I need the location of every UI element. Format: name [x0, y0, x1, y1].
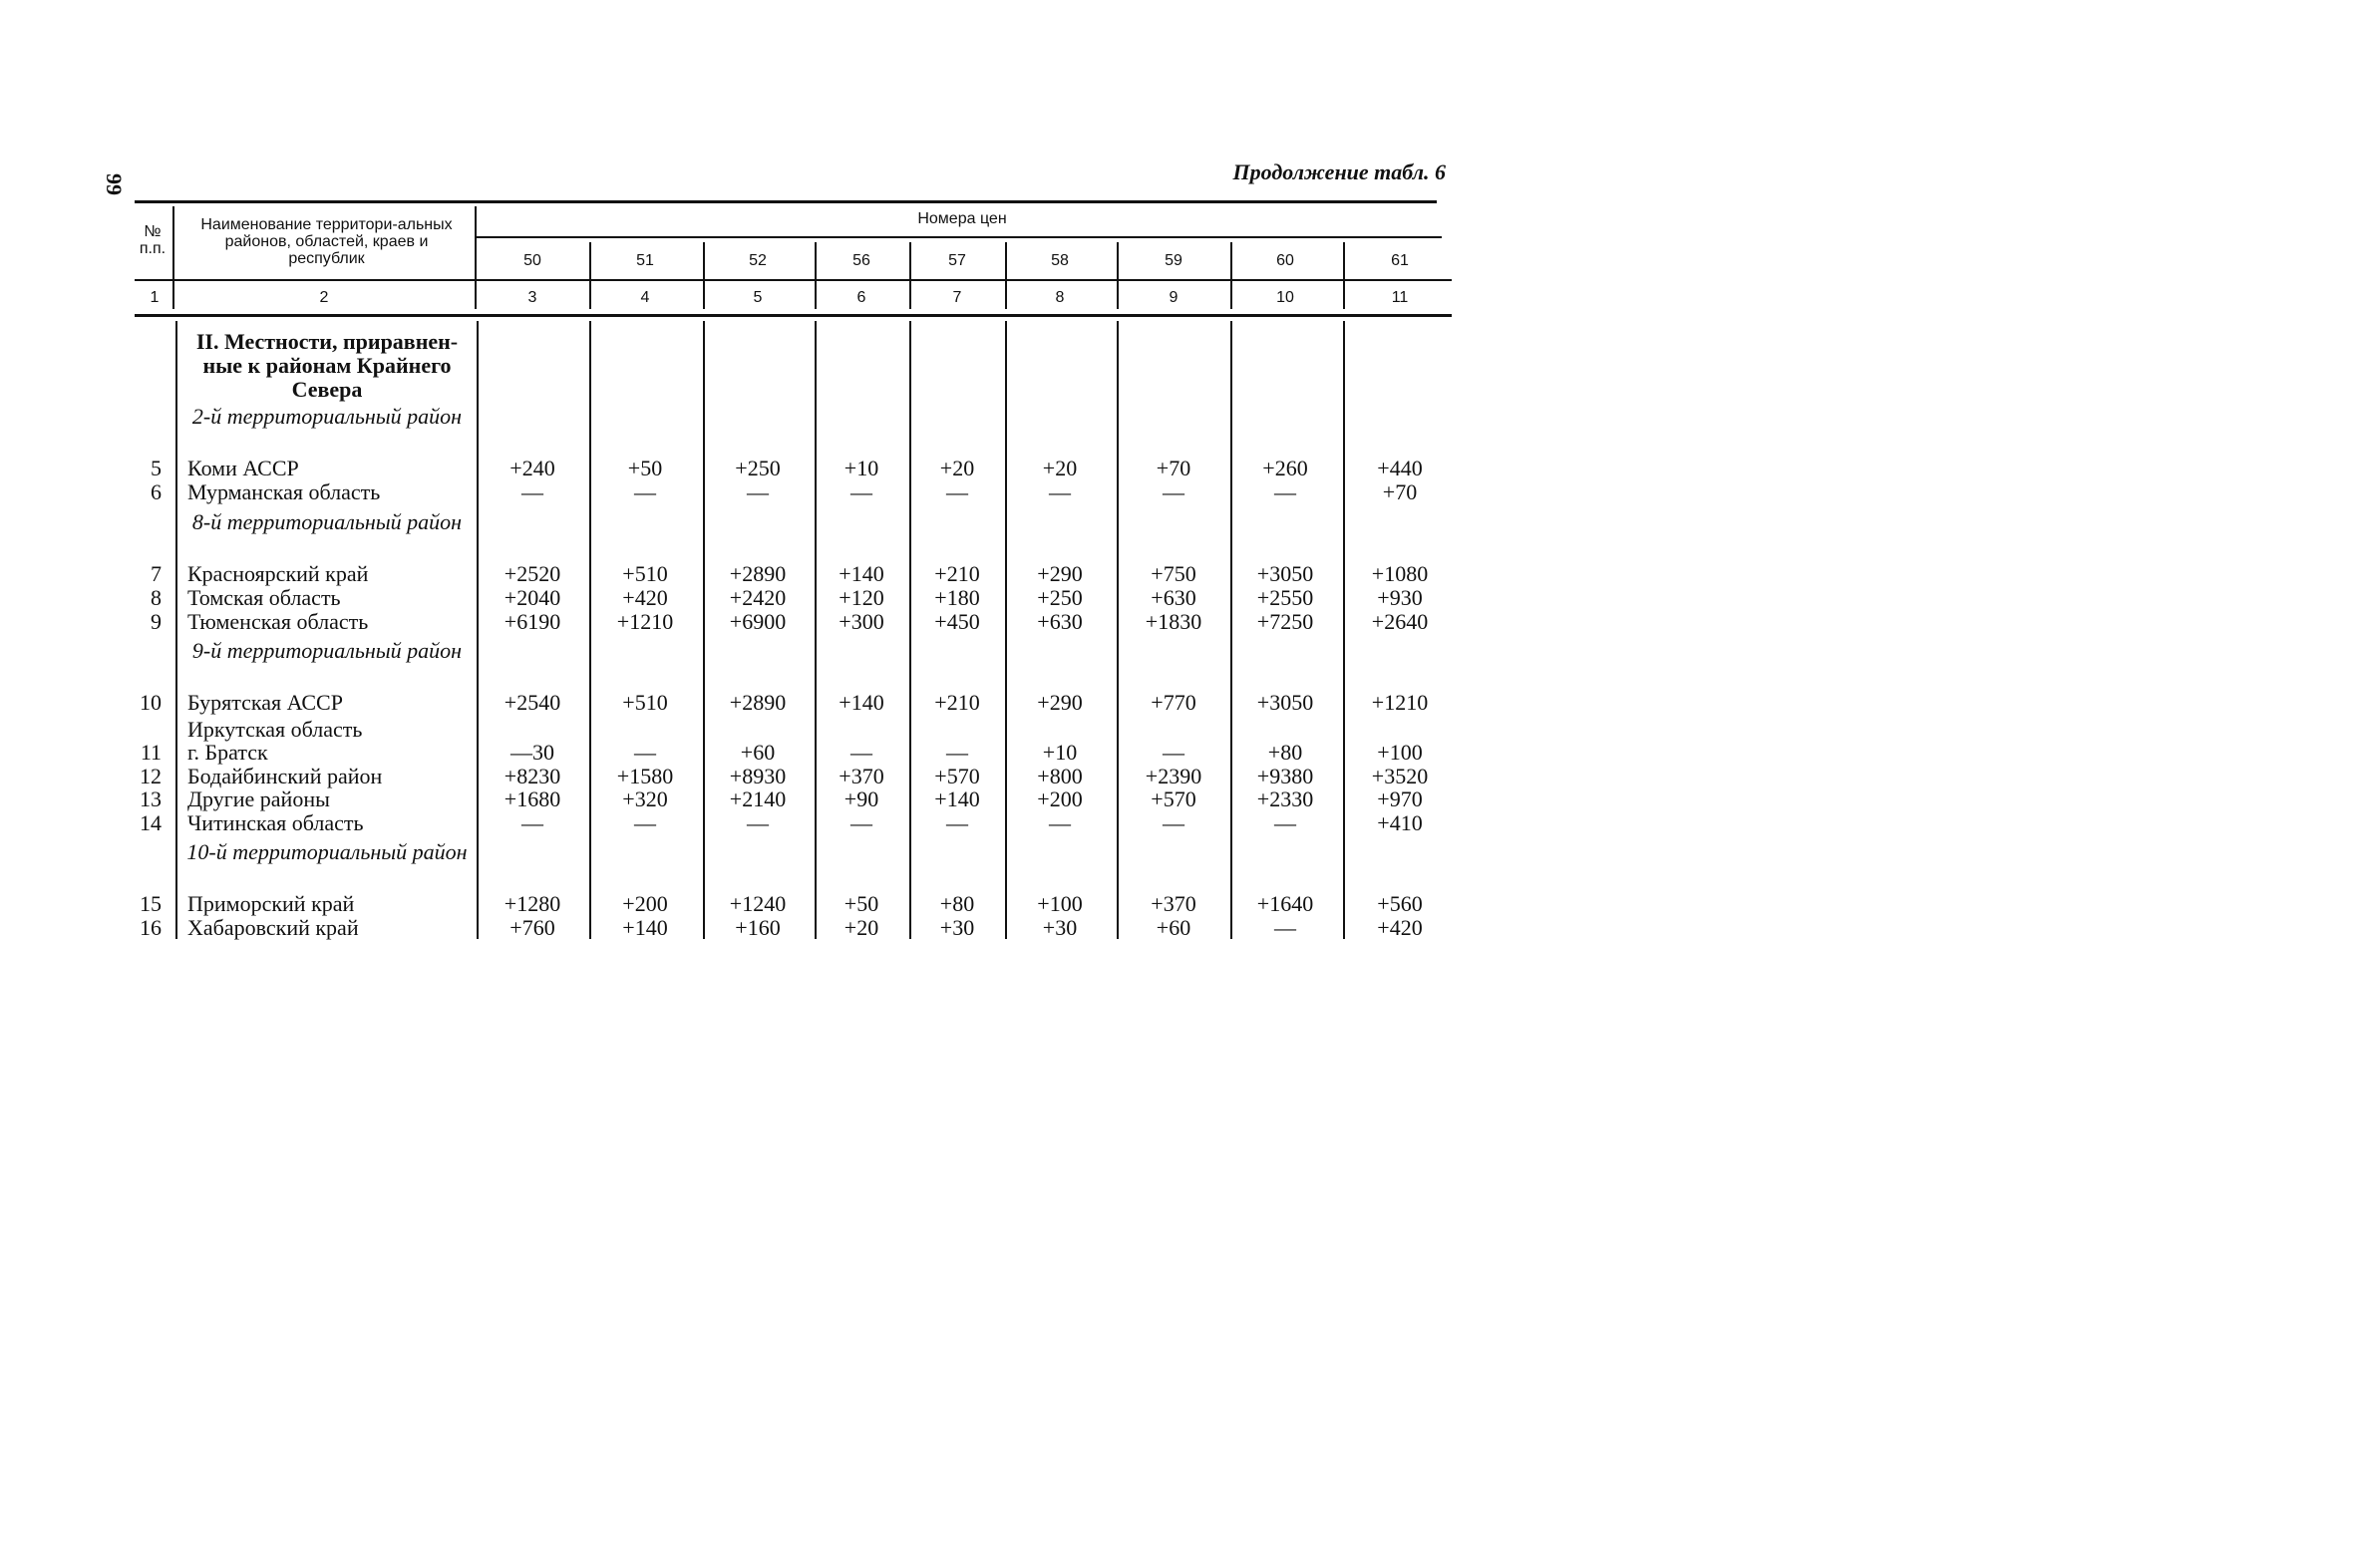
- district-subheader: 9-й территориальный район: [191, 638, 463, 663]
- price-value: +3520: [1371, 764, 1429, 788]
- row-name: Читинская область: [187, 810, 364, 835]
- price-value: —: [1049, 479, 1071, 504]
- price-value: +1210: [616, 609, 674, 634]
- row-number: 13: [140, 786, 162, 811]
- price-value: +2640: [1371, 609, 1429, 634]
- row-number: 14: [140, 810, 162, 835]
- row-name: Бурятская АССР: [187, 690, 343, 715]
- header-price-code: 57: [948, 252, 966, 269]
- price-value: +70: [1156, 456, 1191, 480]
- price-value: —: [747, 810, 769, 835]
- price-value: +9380: [1256, 764, 1314, 788]
- price-value: +250: [1037, 585, 1083, 610]
- price-value: +8930: [729, 764, 787, 788]
- price-value: +140: [839, 690, 884, 715]
- price-value: +510: [622, 561, 668, 586]
- price-value: —: [521, 479, 543, 504]
- column-number: 11: [1391, 289, 1409, 306]
- header-prices-group: Номера цен: [917, 210, 1007, 227]
- price-value: —: [946, 479, 968, 504]
- price-value: +2520: [504, 561, 561, 586]
- header-rule: [135, 279, 1452, 281]
- price-value: +1280: [504, 891, 561, 916]
- price-value: +750: [1151, 561, 1196, 586]
- column-number-rule: [135, 314, 1452, 317]
- price-value: +2890: [729, 690, 787, 715]
- price-value: +1640: [1256, 891, 1314, 916]
- district-subheader: 8-й территориальный район: [191, 509, 463, 534]
- row-number: 15: [140, 891, 162, 916]
- price-value: +420: [1377, 915, 1423, 940]
- column-number: 1: [150, 289, 160, 306]
- col-divider: [1230, 242, 1232, 309]
- row-number: 10: [140, 690, 162, 715]
- price-value: +140: [622, 915, 668, 940]
- page-number: 99: [102, 173, 127, 195]
- row-name: Мурманская область: [187, 479, 381, 504]
- price-value: —: [946, 740, 968, 765]
- price-value: +440: [1377, 456, 1423, 480]
- price-value: —: [850, 479, 872, 504]
- price-value: +200: [622, 891, 668, 916]
- price-value: +210: [934, 690, 980, 715]
- price-value: +50: [843, 891, 879, 916]
- price-value: +140: [934, 786, 980, 811]
- price-value: +450: [934, 609, 980, 634]
- section-title: II. Местности, приравнен-ные к районам Крайнего Севера: [195, 329, 459, 402]
- row-number: 9: [151, 609, 162, 634]
- column-number: 3: [527, 289, 537, 306]
- row-number: 7: [151, 561, 162, 586]
- price-value: —: [634, 479, 656, 504]
- price-value: —: [1163, 479, 1184, 504]
- price-value: +1680: [504, 786, 561, 811]
- column-number: 5: [753, 289, 763, 306]
- price-value: +80: [1267, 740, 1303, 765]
- price-value: +1210: [1371, 690, 1429, 715]
- price-value: +260: [1262, 456, 1308, 480]
- price-value: +320: [622, 786, 668, 811]
- price-value: +2550: [1256, 585, 1314, 610]
- header-price-code: 60: [1276, 252, 1294, 269]
- price-value: +2540: [504, 690, 561, 715]
- row-name: Хабаровский край: [187, 915, 359, 940]
- price-value: —: [747, 479, 769, 504]
- price-value: —: [1274, 915, 1296, 940]
- price-value: +2890: [729, 561, 787, 586]
- price-value: +630: [1037, 609, 1083, 634]
- price-value: +180: [934, 585, 980, 610]
- row-name: Томская область: [187, 585, 341, 610]
- price-value: —: [634, 810, 656, 835]
- header-price-code: 61: [1391, 252, 1409, 269]
- price-value: +2330: [1256, 786, 1314, 811]
- price-value: —: [850, 740, 872, 765]
- price-value: +8230: [504, 764, 561, 788]
- column-number: 7: [952, 289, 962, 306]
- price-value: +20: [1042, 456, 1078, 480]
- price-value: +30: [1042, 915, 1078, 940]
- price-value: +10: [843, 456, 879, 480]
- district-subheader: 10-й территориальный район: [186, 839, 468, 864]
- col-divider: [1117, 242, 1119, 309]
- header-price-code: 58: [1051, 252, 1069, 269]
- row-number: 16: [140, 915, 162, 940]
- price-value: +10: [1042, 740, 1078, 765]
- price-value: +6900: [729, 609, 787, 634]
- price-value: +160: [735, 915, 781, 940]
- price-value: +410: [1377, 810, 1423, 835]
- price-value: +370: [1151, 891, 1196, 916]
- price-value: +60: [740, 740, 776, 765]
- column-number: 9: [1169, 289, 1179, 306]
- price-value: +300: [839, 609, 884, 634]
- price-value: +210: [934, 561, 980, 586]
- row-name: Бодайбинский район: [187, 764, 383, 788]
- price-value: —: [850, 810, 872, 835]
- price-value: +800: [1037, 764, 1083, 788]
- price-value: +290: [1037, 690, 1083, 715]
- row-number: 5: [151, 456, 162, 480]
- column-number: 4: [640, 289, 650, 306]
- header-price-code: 52: [749, 252, 767, 269]
- price-value: —: [1274, 479, 1296, 504]
- column-number: 6: [856, 289, 866, 306]
- price-value: +3050: [1256, 561, 1314, 586]
- row-name: Красноярский край: [187, 561, 369, 586]
- col-divider: [1005, 242, 1007, 309]
- price-value: +200: [1037, 786, 1083, 811]
- header-price-code: 56: [852, 252, 870, 269]
- header-price-code: 50: [523, 252, 541, 269]
- price-value: +2040: [504, 585, 561, 610]
- price-value: —: [521, 810, 543, 835]
- row-name: Коми АССР: [187, 456, 299, 480]
- table-top-rule: [135, 200, 1437, 203]
- price-value: —30: [510, 740, 554, 765]
- price-value: +100: [1377, 740, 1423, 765]
- row-name: Иркутская область: [187, 717, 363, 742]
- price-value: —: [1274, 810, 1296, 835]
- price-value: +100: [1037, 891, 1083, 916]
- price-value: +370: [839, 764, 884, 788]
- price-value: +1830: [1145, 609, 1202, 634]
- price-value: +570: [934, 764, 980, 788]
- col-divider: [909, 242, 911, 309]
- price-value: +970: [1377, 786, 1423, 811]
- price-value: +90: [843, 786, 879, 811]
- price-value: —: [634, 740, 656, 765]
- col-divider: [589, 242, 591, 309]
- price-value: —: [946, 810, 968, 835]
- price-value: +1580: [616, 764, 674, 788]
- price-value: +420: [622, 585, 668, 610]
- header-name: Наименование территори-альных районов, областей, краев и республик: [200, 216, 453, 267]
- price-value: —: [1049, 810, 1071, 835]
- district-subheader: 2-й территориальный район: [191, 404, 463, 429]
- header-price-code: 59: [1165, 252, 1182, 269]
- price-value: +570: [1151, 786, 1196, 811]
- price-value: +2390: [1145, 764, 1202, 788]
- price-value: +70: [1382, 479, 1418, 504]
- row-number: 11: [140, 740, 162, 765]
- header-price-code: 51: [636, 252, 654, 269]
- row-name: Тюменская область: [187, 609, 369, 634]
- row-name: Другие районы: [187, 786, 330, 811]
- price-value: —: [1163, 740, 1184, 765]
- row-number: 12: [140, 764, 162, 788]
- price-value: +250: [735, 456, 781, 480]
- price-value: +2420: [729, 585, 787, 610]
- price-value: +240: [509, 456, 555, 480]
- price-value: +290: [1037, 561, 1083, 586]
- col-divider: [475, 206, 477, 309]
- table-continuation-caption: Продолжение табл. 6: [1232, 159, 1446, 184]
- price-value: +2140: [729, 786, 787, 811]
- column-number: 10: [1276, 289, 1294, 306]
- price-value: +80: [939, 891, 975, 916]
- price-value: +6190: [504, 609, 561, 634]
- price-value: +140: [839, 561, 884, 586]
- price-value: +30: [939, 915, 975, 940]
- price-value: +930: [1377, 585, 1423, 610]
- price-value: +20: [843, 915, 879, 940]
- price-value: +760: [509, 915, 555, 940]
- row-name: г. Братск: [187, 740, 268, 765]
- row-number: 8: [151, 585, 162, 610]
- column-number: 2: [319, 289, 329, 306]
- price-value: +1240: [729, 891, 787, 916]
- price-value: +50: [627, 456, 663, 480]
- col-divider: [703, 242, 705, 309]
- header-num: № п.п.: [139, 223, 167, 257]
- price-value: +510: [622, 690, 668, 715]
- col-divider: [815, 242, 817, 309]
- price-value: +1080: [1371, 561, 1429, 586]
- row-number: 6: [151, 479, 162, 504]
- price-value: +630: [1151, 585, 1196, 610]
- price-value: +7250: [1256, 609, 1314, 634]
- price-value: +20: [939, 456, 975, 480]
- price-value: +120: [839, 585, 884, 610]
- col-divider: [1343, 242, 1345, 309]
- price-value: +60: [1156, 915, 1191, 940]
- price-value: +560: [1377, 891, 1423, 916]
- price-value: —: [1163, 810, 1184, 835]
- price-value: +3050: [1256, 690, 1314, 715]
- price-value: +770: [1151, 690, 1196, 715]
- column-number: 8: [1055, 289, 1065, 306]
- prices-group-rule: [477, 236, 1442, 238]
- row-name: Приморский край: [187, 891, 355, 916]
